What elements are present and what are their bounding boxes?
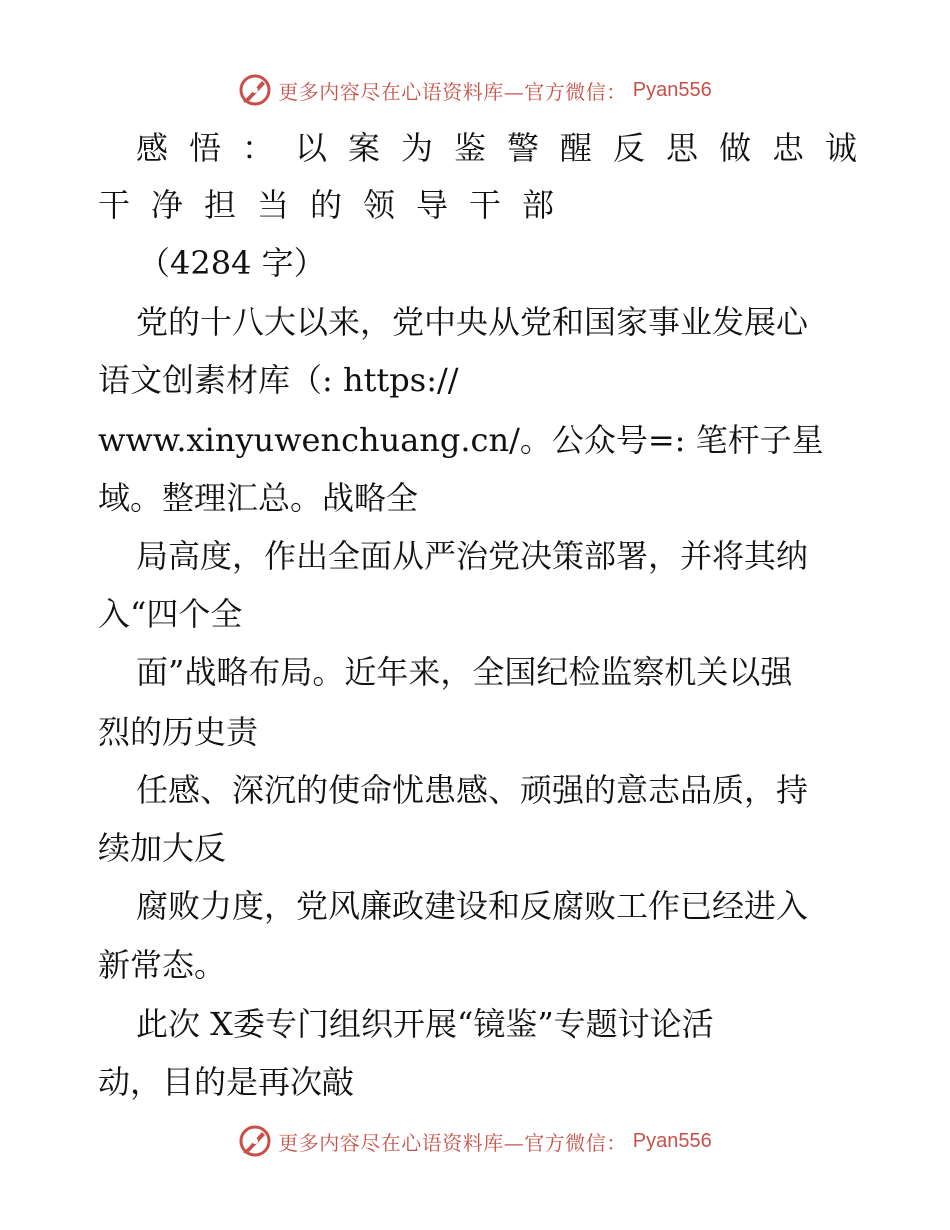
doc-line: www.xinyuwenchuang.cn/。公众号=: 笔杆子星 [98, 421, 824, 459]
doc-line: 域。整理汇总。战略全 [98, 479, 419, 517]
doc-line: 新常态。 [98, 946, 227, 984]
doc-line: 语文创素材库（: https:// [98, 361, 459, 399]
doc-line: 局高度，作出全面从严治党决策部署，并将其纳 [136, 537, 809, 575]
doc-line: 党的十八大以来，党中央从党和国家事业发展心 [136, 303, 809, 341]
doc-title-line-2: 干净担当的领导干部 [98, 186, 576, 224]
doc-line: 此次 X委专门组织开展“镜鉴”专题讨论活 [136, 1005, 714, 1043]
doc-line: 面”战略布局。近年来，全国纪检监察机关以强 [136, 653, 793, 691]
footer-watermark [0, 1121, 950, 1161]
doc-line: 续加大反 [98, 829, 227, 867]
doc-word-count: （4284 字） [138, 244, 326, 282]
doc-line: 动，目的是再次敲 [98, 1063, 355, 1101]
doc-line: 入“四个全 [98, 595, 243, 633]
watermark-wechat-id: Pyan556 [632, 78, 712, 101]
quill-pen-circle-icon [238, 1124, 272, 1158]
doc-line: 任感、深沉的使命忧患感、顽强的意志品质，持 [136, 771, 809, 809]
doc-line: 烈的历史责 [98, 713, 259, 751]
doc-line: 腐败力度，党风廉政建设和反腐败工作已经进入 [136, 887, 809, 925]
doc-title-line-1: 感悟：以案为鉴警醒反思做忠诚 [136, 129, 879, 167]
watermark-text: 更多内容尽在心语资料库—官方微信： [278, 79, 627, 104]
watermark-text: 更多内容尽在心语资料库—官方微信： [278, 1130, 627, 1155]
watermark-wechat-id: Pyan556 [632, 1129, 712, 1152]
watermark-inner [238, 1124, 711, 1158]
